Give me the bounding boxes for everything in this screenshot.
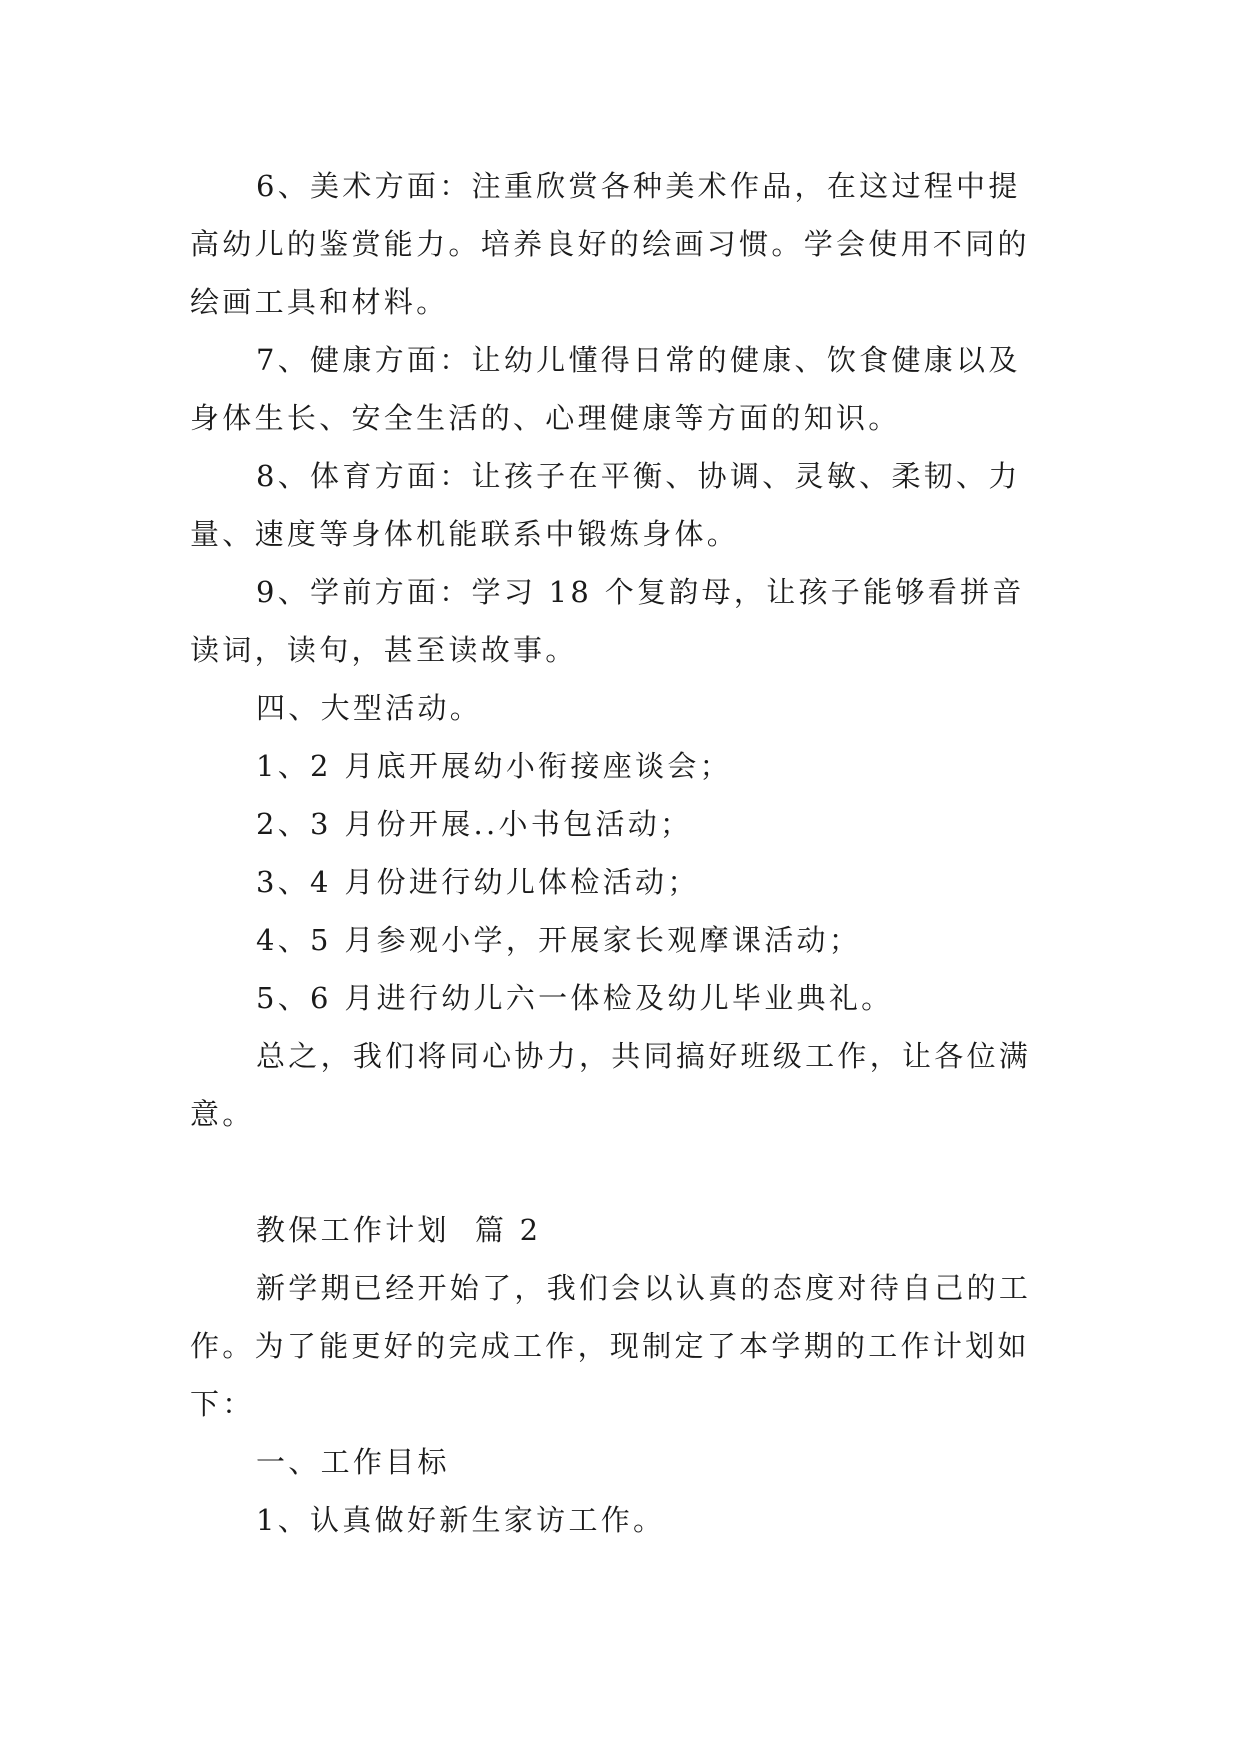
paragraph-art: 6、美术方面：注重欣赏各种美术作品，在这过程中提高幼儿的鉴赏能力。培养良好的绘画习惯。学会使用不同的绘画工具和材料。 bbox=[190, 169, 1030, 319]
paragraph-pe: 8、体育方面：让孩子在平衡、协调、灵敏、柔韧、力量、速度等身体机能联系中锻炼身体。 bbox=[190, 459, 1021, 551]
activity-item-2: 2、3 月份开展..小书包活动； bbox=[256, 807, 693, 841]
activity-item-5: 5、6 月进行幼儿六一体检及幼儿毕业典礼。 bbox=[256, 981, 894, 1015]
activity-item-3: 3、4 月份进行幼儿体检活动； bbox=[256, 865, 700, 899]
section-title: 教保工作计划 篇 2 bbox=[256, 1213, 542, 1247]
paragraph-intro: 新学期已经开始了，我们会以认真的态度对待自己的工作。为了能更好的完成工作，现制定了本学期的工作计划如下： bbox=[190, 1271, 1032, 1421]
heading-major-activities: 四、大型活动。 bbox=[256, 691, 483, 725]
activity-item-4: 4、5 月参观小学，开展家长观摩课活动； bbox=[256, 923, 862, 957]
paragraph-health: 7、健康方面：让幼儿懂得日常的健康、饮食健康以及身体生长、安全生活的、心理健康等方面的知识。 bbox=[190, 343, 1021, 435]
paragraph-conclusion: 总之，我们将同心协力，共同搞好班级工作，让各位满意。 bbox=[190, 1039, 1032, 1131]
section-gap bbox=[190, 1143, 1052, 1201]
heading-work-goals: 一、工作目标 bbox=[256, 1445, 450, 1479]
activity-item-1: 1、2 月底开展幼小衔接座谈会； bbox=[256, 749, 732, 783]
goal-item-1: 1、认真做好新生家访工作。 bbox=[256, 1503, 666, 1537]
document-body bbox=[190, 157, 1052, 1549]
paragraph-preschool: 9、学前方面：学习 18 个复韵母，让孩子能够看拼音读词，读句，甚至读故事。 bbox=[190, 575, 1025, 667]
